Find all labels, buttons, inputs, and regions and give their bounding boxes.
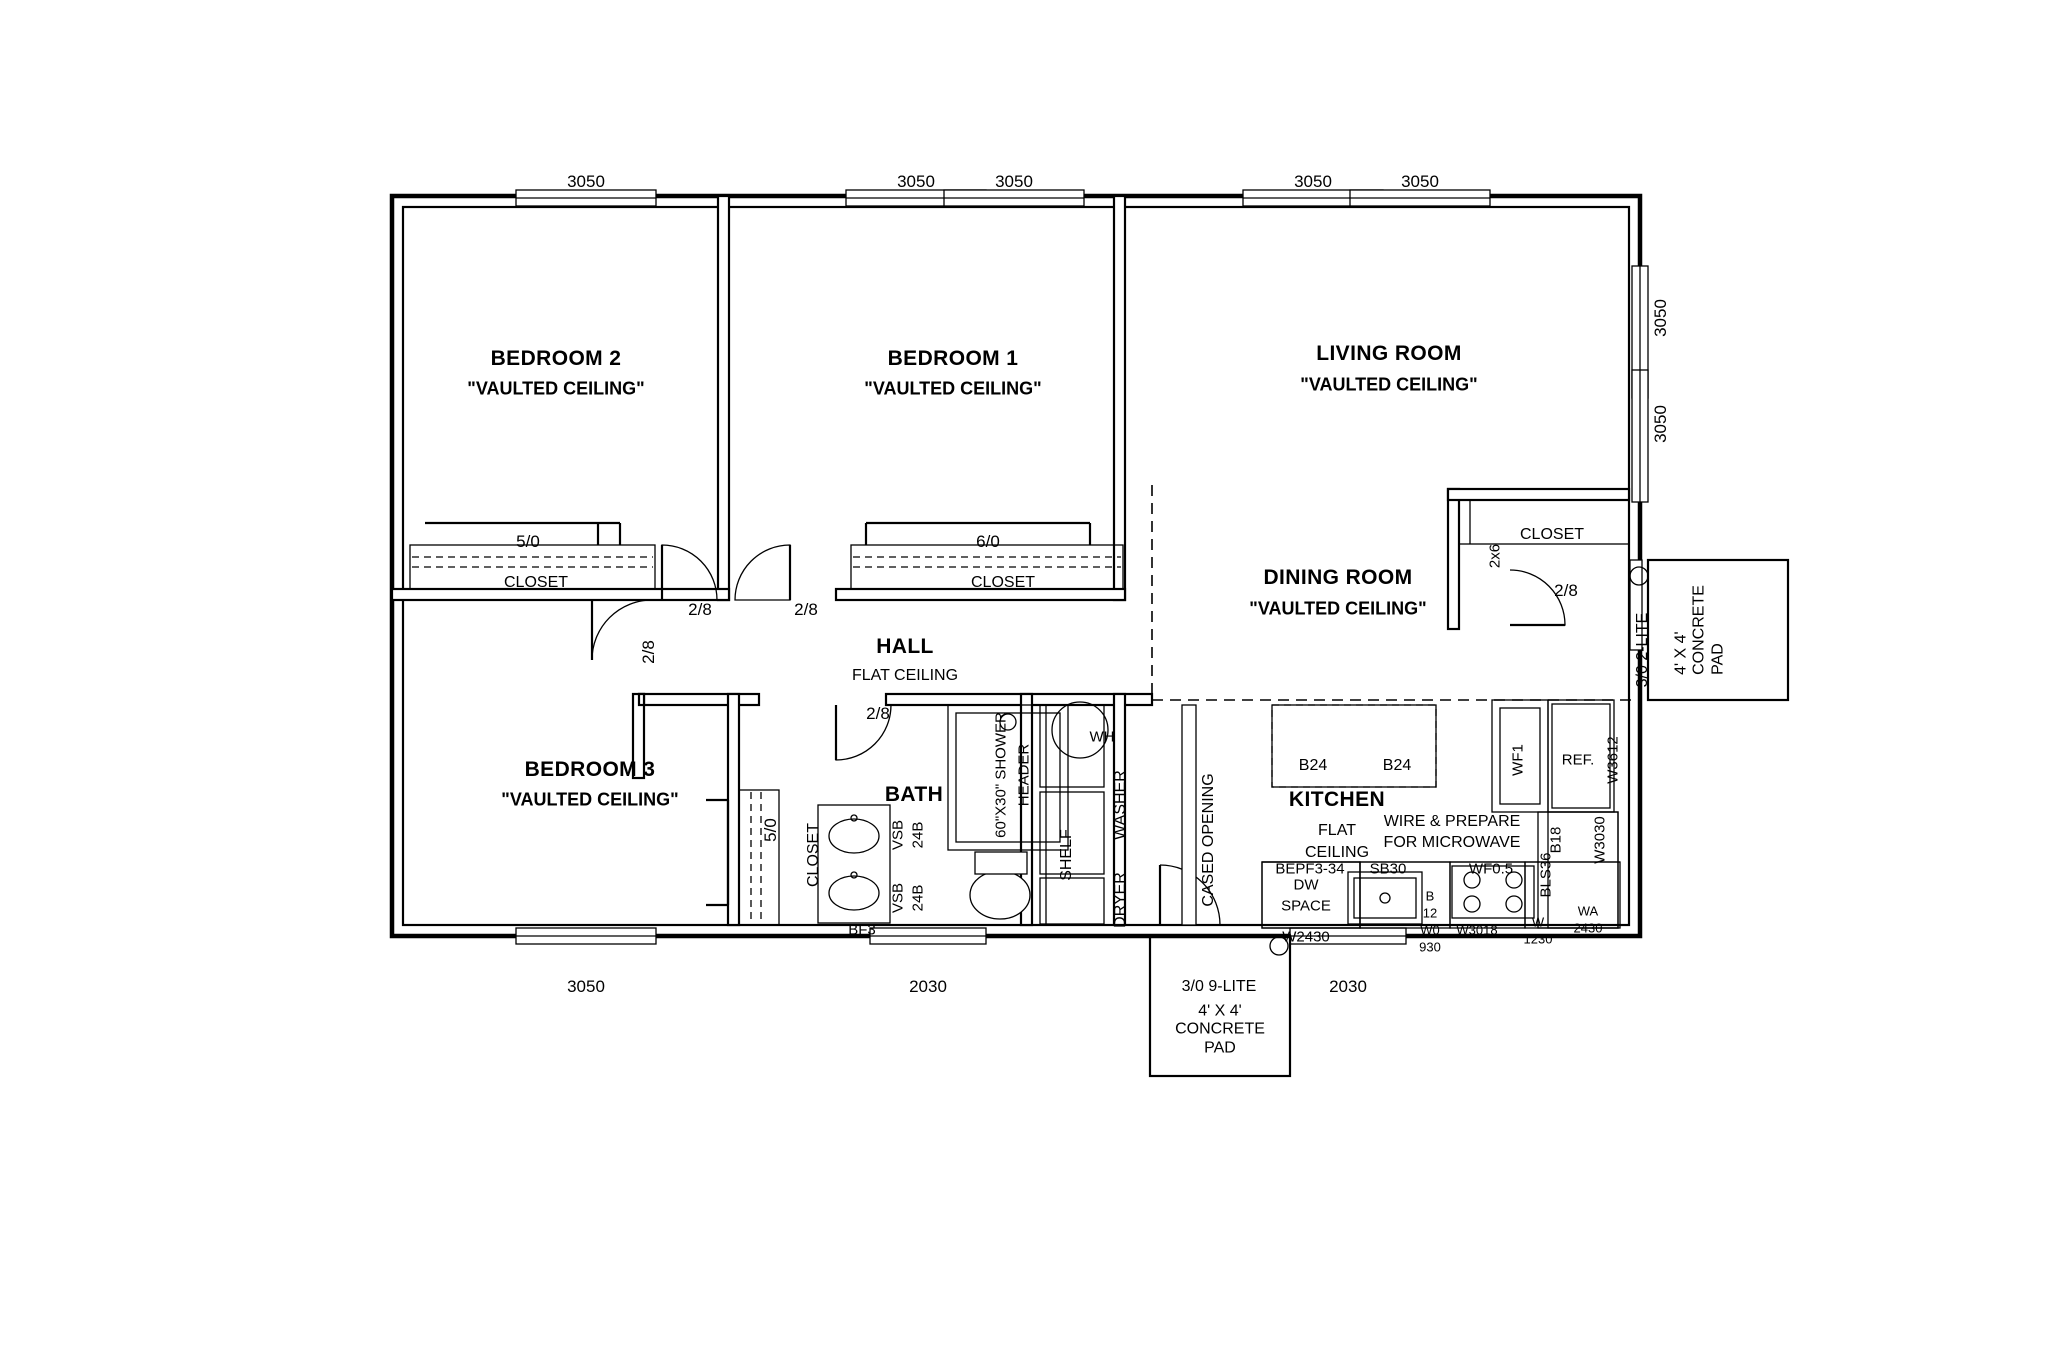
cabinet-b18: B18 — [1547, 826, 1565, 854]
dryer-label: DRYER — [1111, 872, 1129, 928]
shower-note-line2: HEADER — [1015, 743, 1033, 807]
closet-label-bedroom-3: CLOSET — [804, 822, 822, 888]
cabinet-bls36: BLS36 — [1537, 852, 1555, 898]
room-ceiling-bedroom-2: "VAULTED CEILING" — [467, 378, 645, 399]
cabinet-w0930-line1: W0 — [1420, 922, 1440, 938]
closet-bedroom3 — [706, 790, 779, 925]
dim-right-1: 3050 — [1651, 299, 1671, 337]
room-label-kitchen: KITCHEN — [1288, 787, 1386, 811]
cabinet-ref: REF. — [1561, 751, 1595, 769]
room-label-living-room: LIVING ROOM — [1316, 341, 1462, 365]
pad-right-line3: PAD — [1709, 643, 1727, 675]
door-tag-back: 3/0 9-LITE — [1181, 977, 1257, 995]
door-tag-front: 3/0 2-LITE — [1633, 612, 1651, 688]
concrete-pad-bottom-label — [1175, 1002, 1265, 1057]
microwave-note-line2: FOR MICROWAVE — [1383, 833, 1521, 851]
room-label-bedroom-1: BEDROOM 1 — [887, 346, 1019, 370]
room-label-dining-room: DINING ROOM — [1263, 565, 1413, 589]
room-label-bath: BATH — [884, 782, 944, 806]
pad-bottom-line3: PAD — [1204, 1039, 1236, 1057]
cased-opening-label: CASED OPENING — [1199, 773, 1217, 907]
room-label-bedroom-3: BEDROOM 3 — [524, 757, 656, 781]
pad-right-line2: CONCRETE — [1690, 585, 1708, 675]
closet-width-bedroom-3: 5/0 — [761, 818, 781, 842]
kitchen-ceiling-line2: CEILING — [1304, 843, 1370, 861]
cabinet-w3612: W3612 — [1604, 736, 1622, 784]
cabinet-w2430: W2430 — [1282, 928, 1330, 946]
cabinet-w0930-line2: 930 — [1419, 939, 1441, 955]
pad-bottom-line2: CONCRETE — [1175, 1020, 1265, 1038]
microwave-note-line1: WIRE & PREPARE — [1383, 812, 1521, 830]
cabinet-w1230-line1: W — [1531, 914, 1545, 930]
room-label-bedroom-2: BEDROOM 2 — [490, 346, 622, 370]
dim-top-3: 3050 — [995, 172, 1033, 192]
cabinet-bf3: BF3 — [848, 921, 876, 939]
cabinet-b12-line1: B — [1425, 888, 1435, 904]
door-tag-bath: 2/8 — [866, 704, 890, 724]
cabinet-vsb24b-1-line1: VSB — [889, 819, 907, 851]
dw-space-line1: DW — [1293, 876, 1319, 894]
cabinet-w3018: W3018 — [1456, 922, 1498, 938]
cabinet-sb30: SB30 — [1369, 860, 1407, 878]
closet-width-bedroom-2: 5/0 — [516, 532, 540, 552]
cabinet-wf1: WF1 — [1509, 744, 1527, 776]
concrete-pad-right-label — [1672, 585, 1727, 675]
cabinet-b24-left: B24 — [1298, 756, 1328, 774]
water-heater-label: WH — [1089, 728, 1115, 746]
door-tag-bedroom-2: 2/8 — [688, 600, 712, 620]
cabinet-b24-right: B24 — [1382, 756, 1412, 774]
room-ceiling-bedroom-3: "VAULTED CEILING" — [501, 789, 679, 810]
shelf-label: SHELF — [1057, 829, 1075, 881]
pad-bottom-line1: 4' X 4' — [1198, 1002, 1242, 1020]
cabinet-vsb24b-2-line2: 24B — [909, 884, 927, 912]
door-tag-bedroom-3: 2/8 — [639, 640, 659, 664]
cabinet-2x6: 2x6 — [1486, 543, 1504, 569]
cabinet-vsb24b-2-line1: VSB — [889, 882, 907, 914]
room-ceiling-hall: FLAT CEILING — [851, 666, 959, 684]
room-label-hall: HALL — [876, 634, 934, 658]
closet-width-bedroom-1: 6/0 — [976, 532, 1000, 552]
closet-label-bedroom-2: CLOSET — [503, 573, 569, 591]
dim-top-2: 3050 — [897, 172, 935, 192]
cabinet-w3030: W3030 — [1591, 816, 1609, 864]
dim-right-2: 3050 — [1651, 405, 1671, 443]
dim-bottom-3: 2030 — [1329, 977, 1367, 997]
cabinet-b12-line2: 12 — [1422, 905, 1438, 921]
room-ceiling-dining-room: "VAULTED CEILING" — [1249, 598, 1427, 619]
cabinet-wa2430-line2: 2430 — [1573, 920, 1603, 936]
cabinet-wa2430-line1: WA — [1577, 903, 1599, 919]
closet-label-bedroom-1: CLOSET — [970, 573, 1036, 591]
cased-opening — [1152, 480, 1196, 925]
cabinet-wf05: WF0.5 — [1468, 860, 1514, 878]
pad-right-line1: 4' X 4' — [1672, 631, 1690, 675]
dim-bottom-2: 2030 — [909, 977, 947, 997]
dim-bottom-1: 3050 — [567, 977, 605, 997]
dim-top-4: 3050 — [1294, 172, 1332, 192]
door-tag-bedroom-1: 2/8 — [794, 600, 818, 620]
dw-space-line2: SPACE — [1281, 897, 1331, 915]
shower-note-line1: 60"X30" SHOWER — [992, 712, 1010, 838]
washer-label: WASHER — [1111, 770, 1129, 840]
dim-top-5: 3050 — [1401, 172, 1439, 192]
kitchen-ceiling-line1: FLAT — [1318, 821, 1356, 839]
closet-label-dining: CLOSET — [1519, 525, 1585, 543]
cabinet-vsb24b-1-line2: 24B — [909, 821, 927, 849]
door-tag-dining-closet: 2/8 — [1554, 581, 1578, 601]
cabinet-bepf334: BEPF3-34 — [1275, 860, 1345, 878]
dim-top-1: 3050 — [567, 172, 605, 192]
room-ceiling-living-room: "VAULTED CEILING" — [1300, 374, 1478, 395]
cabinet-w1230-line2: 1230 — [1523, 931, 1553, 947]
room-ceiling-bedroom-1: "VAULTED CEILING" — [864, 378, 1042, 399]
right-windows — [1632, 266, 1648, 502]
